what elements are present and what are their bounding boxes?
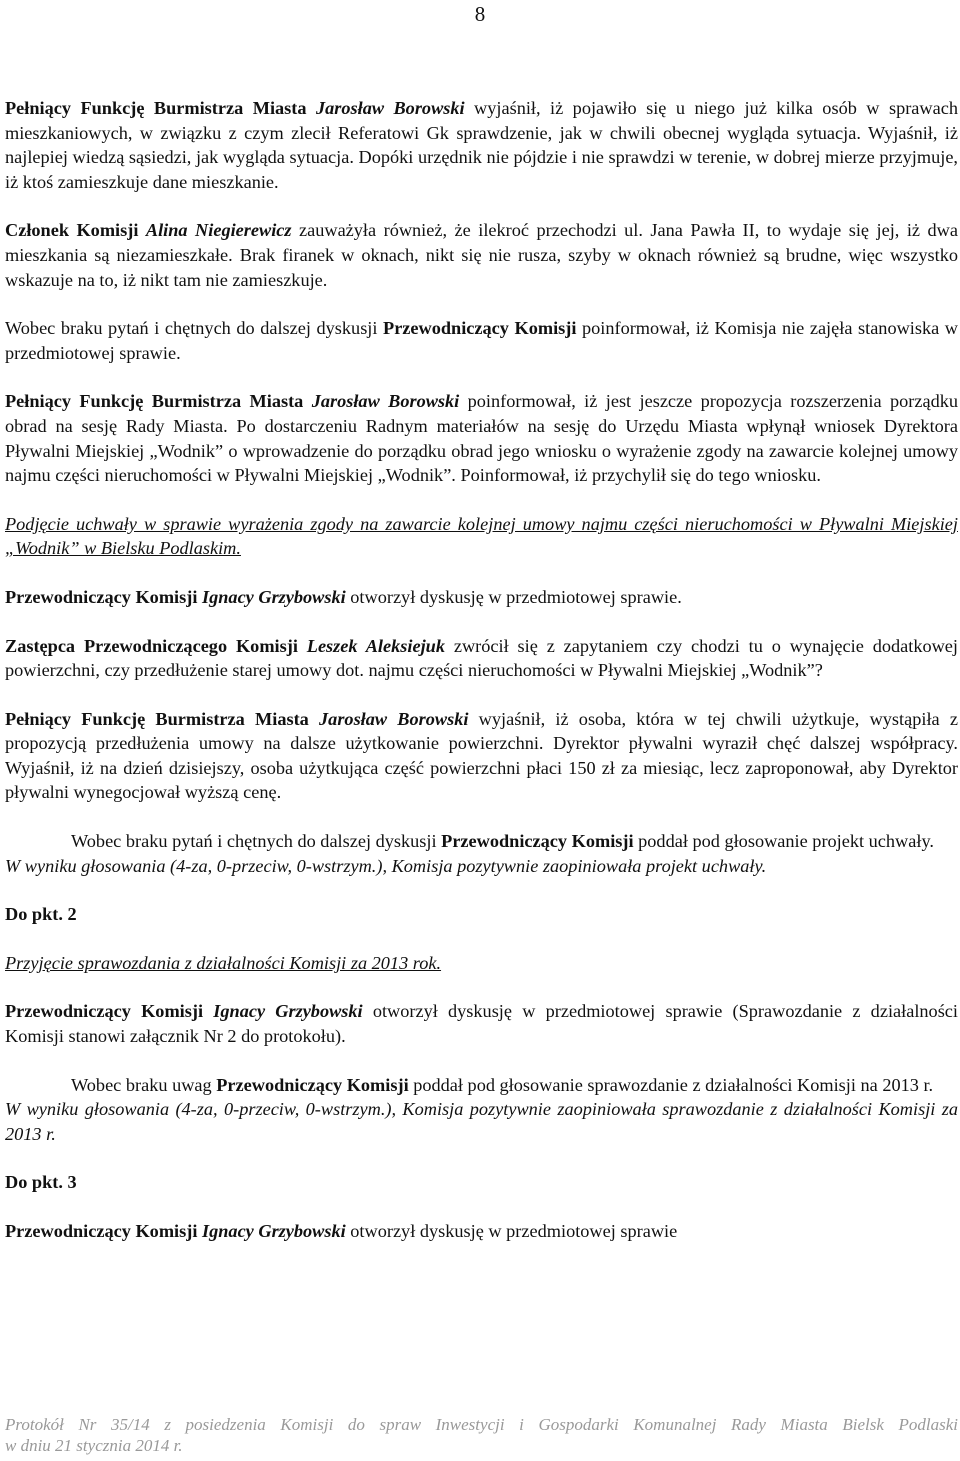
paragraph-text: Wobec braku uwag bbox=[71, 1074, 217, 1095]
paragraph-10 bbox=[5, 1073, 958, 1098]
speaker-role: Przewodniczący Komisji bbox=[5, 1001, 204, 1022]
paragraph-text: zwrócił się z zapytaniem czy chodzi tu o wynajęcie dodatkowej powierzchni, czy przedłużenie starej umowy dot. najmu części nieruchomości w Pływalni Miejskiej „Wodnik”? bbox=[5, 635, 958, 681]
paragraph-9 bbox=[5, 999, 958, 1048]
paragraph-text: poinformował, iż jest jeszcze propozycja rozszerzenia porządku obrad na sesję Rady Miasta. Po dostarczeniu Radnym materiałów na sesję do Urzędu Miasta wpłynął wniosek Dyrektora Pływalni Miejskiej „Wodnik” o wprowadzenie do porządku obrad jego wniosku o wyrażenie zgody na zawarcie kolejnej umowy najmu części nieruchomości w Pływalni Miejskiej „Wodnik”. Poinformował, iż przychylił się do tego wniosku. bbox=[5, 391, 958, 486]
paragraph-11 bbox=[5, 1219, 958, 1244]
speaker-role: Zastępca Przewodniczącego Komisji bbox=[5, 635, 298, 656]
footer-line-1: Protokół Nr 35/14 z posiedzenia Komisji do spraw Inwestycji i Gospodarki Komunalnej Rady Miasta Bielsk Podlaski bbox=[5, 1415, 958, 1434]
document-body bbox=[5, 96, 958, 1268]
paragraph-text: zauważyła również, że ilekroć przechodzi ul. Jana Pawła II, to wydaje się jej, iż dwa mieszkania są niezamieszkałe. Brak firanek w oknach, nikt się nie rusza, szyby w oknach również są brudne, więc wszystko wskazuje na to, iż nikt tam nie zamieszkuje. bbox=[5, 220, 958, 290]
paragraph-text: otworzył dyskusję w przedmiotowej sprawie. bbox=[345, 586, 682, 607]
vote-result bbox=[5, 1097, 958, 1146]
section-heading-2 bbox=[5, 902, 958, 927]
speaker-role: Przewodniczący Komisji bbox=[5, 586, 198, 607]
paragraph-text: wyjaśnił, iż osoba, która w tej chwili użytkuje, wystąpiła z propozycją przedłużenia umowy na dalsze użytkowanie powierzchni. Dyrektor pływalni wyraził chęć dalszej współpracy. Wyjaśnił, iż na dzień dzisiejszy, osoba użytkująca część powierzchni płaci 150 zł za miesiąc, lecz zaproponował, aby Dyrektor pływalni wynegocjował wyższą cenę. bbox=[5, 708, 958, 803]
vote-result bbox=[5, 854, 958, 879]
speaker-name: Ignacy Grzybowski bbox=[202, 1221, 346, 1241]
paragraph-text: poinformował, iż Komisja nie zajęła stanowiska w przedmiotowej sprawie. bbox=[5, 318, 958, 363]
speaker-role: Pełniący Funkcję Burmistrza Miasta bbox=[5, 391, 304, 412]
speaker-role: Przewodniczący Komisji bbox=[441, 831, 634, 852]
speaker-role: Przewodniczący Komisji bbox=[383, 318, 577, 339]
paragraph-3 bbox=[5, 316, 958, 365]
paragraph-text: poddał pod głosowanie sprawozdanie z działalności Komisji na 2013 r. bbox=[408, 1074, 934, 1095]
paragraph-5 bbox=[5, 585, 958, 610]
speaker-name: Ignacy Grzybowski bbox=[202, 586, 346, 607]
section-heading-3 bbox=[5, 1170, 958, 1195]
agenda-subheading: Przyjęcie sprawozdania z działalności Komisji za 2013 rok. bbox=[5, 952, 442, 973]
speaker-name: Jarosław Borowski bbox=[319, 708, 469, 729]
speaker-role: Przewodniczący Komisji bbox=[216, 1074, 409, 1095]
page-footer bbox=[5, 1414, 958, 1456]
speaker-role: Przewodniczący Komisji bbox=[5, 1221, 198, 1241]
paragraph-text: otworzył dyskusję w przedmiotowej sprawie (Sprawozdanie z działalności Komisji stanowi załącznik Nr 2 do protokołu). bbox=[5, 1001, 958, 1047]
footer-line-2: w dniu 21 stycznia 2014 r. bbox=[5, 1436, 183, 1455]
paragraph-6 bbox=[5, 634, 958, 683]
vote-text: W wyniku głosowania (4-za, 0-przeciw, 0-wstrzym.), Komisja pozytywnie zaopiniowała sprawozdanie z działalności Komisji za 2013 r. bbox=[5, 1099, 958, 1144]
speaker-name: Leszek Aleksiejuk bbox=[306, 635, 445, 656]
paragraph-text: Wobec braku pytań i chętnych do dalszej dyskusji bbox=[71, 831, 442, 852]
paragraph-1 bbox=[5, 96, 958, 194]
speaker-role: Pełniący Funkcję Burmistrza Miasta bbox=[5, 708, 309, 729]
vote-text: W wyniku głosowania (4-za, 0-przeciw, 0-wstrzym.), Komisja pozytywnie zaopiniowała projekt uchwały. bbox=[5, 855, 767, 876]
paragraph-2 bbox=[5, 218, 958, 292]
speaker-role: Pełniący Funkcję Burmistrza Miasta bbox=[5, 98, 307, 118]
speaker-name: Jarosław Borowski bbox=[311, 391, 460, 412]
paragraph-8 bbox=[5, 829, 958, 854]
paragraph-text: Wobec braku pytań i chętnych do dalszej dyskusji bbox=[5, 318, 384, 339]
paragraph-text: otworzył dyskusję w przedmiotowej sprawie bbox=[345, 1221, 678, 1241]
speaker-name: Ignacy Grzybowski bbox=[213, 1001, 363, 1022]
page-number: 8 bbox=[474, 2, 486, 26]
speaker-name: Jarosław Borowski bbox=[315, 98, 465, 118]
paragraph-text: wyjaśnił, iż pojawiło się u niego już kilka osób w sprawach mieszkaniowych, w związku z czym zlecił Referatowi Gk sprawdzenie, jak w chwili obecnej wygląda sytuacja. Wyjaśnił, iż najlepiej wiedzą sąsiedzi, jak wygląda sytuacja. Dopóki urzędnik nie pójdzie i nie sprawdzi w terenie, w dobrej mierze przyjmuje, iż ktoś zamieszkuje dane mieszkanie. bbox=[5, 98, 958, 192]
paragraph-4 bbox=[5, 389, 958, 487]
speaker-role: Członek Komisji bbox=[5, 220, 139, 241]
speaker-name: Alina Niegierewicz bbox=[145, 220, 292, 241]
paragraph-text: poddał pod głosowanie projekt uchwały. bbox=[633, 831, 934, 852]
section-title: Do pkt. 3 bbox=[5, 1172, 77, 1193]
section-title: Do pkt. 2 bbox=[5, 904, 77, 925]
paragraph-7 bbox=[5, 707, 958, 805]
agenda-heading: Podjęcie uchwały w sprawie wyrażenia zgody na zawarcie kolejnej umowy najmu części nieruchomości w Pływalni Miejskiej „Wodnik” w Bielsku Podlaskim. bbox=[5, 513, 958, 559]
